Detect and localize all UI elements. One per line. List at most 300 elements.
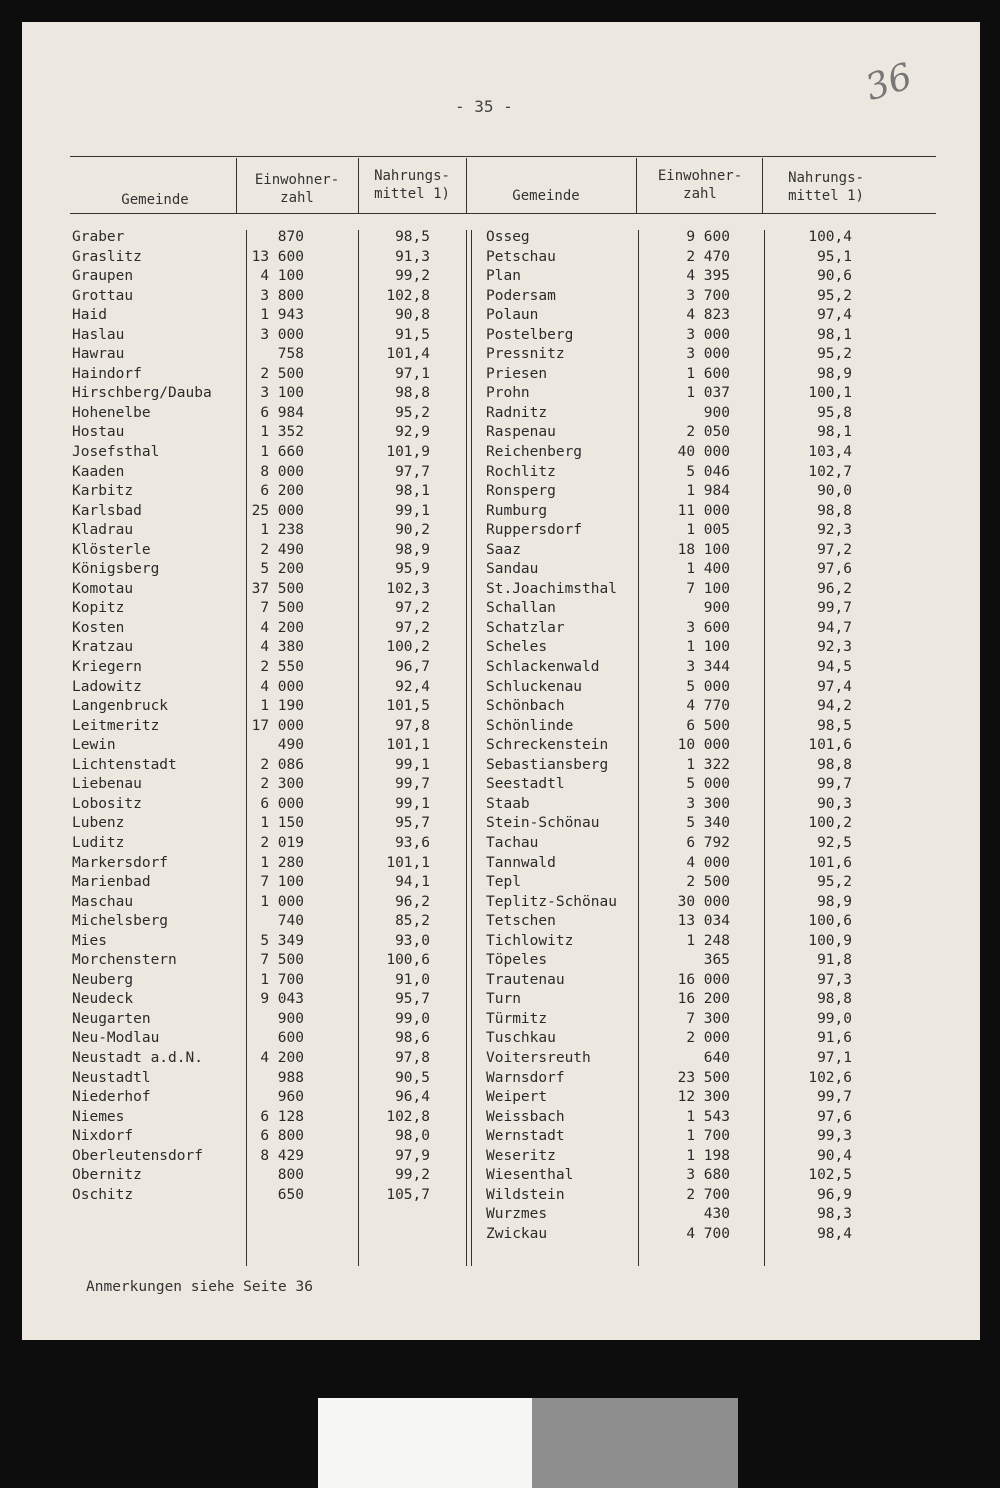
table-row	[0, 541, 1000, 561]
left-gemeinde-cell: Mies	[72, 932, 107, 949]
right-einwohnerzahl-cell: 3 000	[686, 346, 730, 363]
left-nahrungsmittel-cell: 105,7	[386, 1186, 430, 1203]
left-nahrungsmittel-cell: 91,0	[395, 971, 430, 988]
left-gemeinde-cell: Königsberg	[72, 561, 160, 578]
right-einwohnerzahl-cell: 9 600	[686, 229, 730, 245]
right-nahrungsmittel-cell: 95,2	[817, 874, 852, 891]
right-einwohnerzahl-cell: 30 000	[677, 893, 730, 910]
table-row	[0, 1147, 1000, 1167]
left-einwohnerzahl-cell: 6 984	[260, 404, 304, 421]
left-gemeinde-cell: Neustadt a.d.N.	[72, 1049, 203, 1066]
left-nahrungsmittel-cell: 95,7	[395, 991, 430, 1008]
left-einwohnerzahl-cell: 2 500	[260, 365, 304, 382]
right-einwohnerzahl-cell: 13 034	[677, 913, 730, 930]
left-einwohnerzahl-cell: 2 490	[260, 541, 304, 558]
right-nahrungsmittel-cell: 92,5	[817, 834, 852, 851]
right-gemeinde-cell: Wiesenthal	[486, 1167, 574, 1184]
table-row	[0, 560, 1000, 580]
right-nahrungsmittel-cell: 94,2	[817, 698, 852, 715]
right-nahrungsmittel-cell: 98,8	[817, 991, 852, 1008]
right-gemeinde-cell: Polaun	[486, 307, 539, 324]
left-nahrungsmittel-cell: 99,2	[395, 268, 430, 285]
left-gemeinde-cell: Neu-Modlau	[72, 1030, 160, 1047]
right-einwohnerzahl-cell: 2 470	[686, 248, 730, 265]
right-nahrungsmittel-cell: 95,1	[817, 248, 852, 265]
right-nahrungsmittel-cell: 90,3	[817, 795, 852, 812]
right-gemeinde-cell: Tepl	[486, 874, 521, 891]
right-nahrungsmittel-cell: 92,3	[817, 522, 852, 539]
table-row	[0, 1049, 1000, 1069]
table-row	[0, 345, 1000, 365]
right-gemeinde-cell: Schluckenau	[486, 678, 583, 695]
table-row	[0, 423, 1000, 443]
right-nahrungsmittel-cell: 101,6	[808, 854, 852, 871]
left-gemeinde-cell: Kaaden	[72, 463, 125, 480]
right-einwohnerzahl-cell: 7 300	[686, 1010, 730, 1027]
right-einwohnerzahl-cell: 2 500	[686, 874, 730, 891]
right-nahrungsmittel-cell: 90,4	[817, 1147, 852, 1164]
header-divider	[762, 158, 763, 214]
right-gemeinde-cell: Wernstadt	[486, 1128, 565, 1145]
header-divider	[236, 158, 237, 214]
left-einwohnerzahl-cell: 960	[277, 1089, 304, 1106]
right-einwohnerzahl-cell: 2 050	[686, 424, 730, 441]
table-row	[0, 932, 1000, 952]
left-nahrungsmittel-cell: 102,8	[386, 287, 430, 304]
right-nahrungsmittel-cell: 100,1	[808, 385, 852, 402]
table-top-rule	[70, 156, 936, 157]
left-einwohnerzahl-cell: 6 128	[260, 1108, 304, 1125]
right-gemeinde-cell: Warnsdorf	[486, 1069, 565, 1086]
table-row	[0, 443, 1000, 463]
right-gemeinde-cell: Stein-Schönau	[486, 815, 600, 832]
left-gemeinde-cell: Kosten	[72, 619, 125, 636]
right-nahrungsmittel-cell: 91,8	[817, 952, 852, 969]
right-gemeinde-cell: Raspenau	[486, 424, 556, 441]
left-einwohnerzahl-cell: 1 660	[260, 444, 304, 461]
right-gemeinde-cell: Seestadtl	[486, 776, 565, 793]
left-gemeinde-cell: Karlsbad	[72, 502, 142, 519]
right-nahrungsmittel-cell: 100,6	[808, 913, 852, 930]
left-nahrungsmittel-cell: 97,8	[395, 717, 430, 734]
left-einwohnerzahl-cell: 870	[277, 229, 304, 245]
left-gemeinde-cell: Hawrau	[72, 346, 125, 363]
left-nahrungsmittel-cell: 91,3	[395, 248, 430, 265]
left-gemeinde-cell: Maschau	[72, 893, 134, 910]
table-row	[0, 834, 1000, 854]
left-nahrungsmittel-cell: 101,9	[386, 444, 430, 461]
right-einwohnerzahl-cell: 3 000	[686, 326, 730, 343]
right-nahrungsmittel-cell: 99,7	[817, 600, 852, 617]
right-einwohnerzahl-cell: 3 300	[686, 795, 730, 812]
left-einwohnerzahl-cell: 800	[277, 1167, 304, 1184]
left-nahrungsmittel-cell: 97,2	[395, 600, 430, 617]
table-row	[0, 1010, 1000, 1030]
right-gemeinde-cell: Tichlowitz	[486, 932, 574, 949]
header-divider	[636, 158, 637, 214]
left-einwohnerzahl-cell: 7 500	[260, 600, 304, 617]
table-row	[0, 1127, 1000, 1147]
left-einwohnerzahl-cell: 8 429	[260, 1147, 304, 1164]
right-gemeinde-cell: Scheles	[486, 639, 548, 656]
right-einwohnerzahl-cell: 40 000	[677, 444, 730, 461]
right-gemeinde-cell: Tuschkau	[486, 1030, 556, 1047]
left-einwohnerzahl-cell: 5 200	[260, 561, 304, 578]
right-nahrungsmittel-cell: 100,2	[808, 815, 852, 832]
table-row	[0, 736, 1000, 756]
table-row	[0, 697, 1000, 717]
left-nahrungsmittel-cell: 85,2	[395, 913, 430, 930]
right-nahrungsmittel-cell: 98,8	[817, 502, 852, 519]
table-row	[0, 482, 1000, 502]
left-einwohnerzahl-cell: 2 300	[260, 776, 304, 793]
left-einwohnerzahl-cell: 3 800	[260, 287, 304, 304]
left-gemeinde-cell: Josefsthal	[72, 444, 160, 461]
left-einwohnerzahl-cell: 740	[277, 913, 304, 930]
right-nahrungsmittel-cell: 97,3	[817, 971, 852, 988]
right-gemeinde-cell: Weissbach	[486, 1108, 565, 1125]
left-nahrungsmittel-cell: 99,2	[395, 1167, 430, 1184]
left-einwohnerzahl-cell: 4 380	[260, 639, 304, 656]
header-right-einwohnerzahl: Einwohner- zahl	[657, 168, 743, 202]
left-einwohnerzahl-cell: 1 943	[260, 307, 304, 324]
left-nahrungsmittel-cell: 93,0	[395, 932, 430, 949]
left-nahrungsmittel-cell: 101,5	[386, 698, 430, 715]
left-nahrungsmittel-cell: 90,8	[395, 307, 430, 324]
table-row	[0, 638, 1000, 658]
table-row	[0, 678, 1000, 698]
left-einwohnerzahl-cell: 7 100	[260, 874, 304, 891]
right-nahrungsmittel-cell: 99,7	[817, 776, 852, 793]
left-gemeinde-cell: Markersdorf	[72, 854, 169, 871]
right-gemeinde-cell: Tannwald	[486, 854, 556, 871]
left-nahrungsmittel-cell: 97,8	[395, 1049, 430, 1066]
right-gemeinde-cell: Podersam	[486, 287, 556, 304]
right-einwohnerzahl-cell: 3 344	[686, 659, 730, 676]
header-left-gemeinde: Gemeinde	[121, 192, 189, 208]
right-nahrungsmittel-cell: 98,4	[817, 1225, 852, 1242]
left-gemeinde-cell: Liebenau	[72, 776, 142, 793]
left-nahrungsmittel-cell: 97,7	[395, 463, 430, 480]
left-nahrungsmittel-cell: 98,8	[395, 385, 430, 402]
right-gemeinde-cell: Teplitz-Schönau	[486, 893, 617, 910]
right-einwohnerzahl-cell: 3 600	[686, 619, 730, 636]
left-gemeinde-cell: Hirschberg/Dauba	[72, 385, 212, 402]
right-nahrungsmittel-cell: 95,2	[817, 287, 852, 304]
right-einwohnerzahl-cell: 7 100	[686, 580, 730, 597]
right-einwohnerzahl-cell: 10 000	[677, 737, 730, 754]
scan-target-white-patch	[318, 1398, 532, 1488]
table-row	[0, 1088, 1000, 1108]
left-einwohnerzahl-cell: 17 000	[251, 717, 304, 734]
right-einwohnerzahl-cell: 1 248	[686, 932, 730, 949]
right-einwohnerzahl-cell: 2 000	[686, 1030, 730, 1047]
left-gemeinde-cell: Graber	[72, 229, 125, 245]
right-nahrungsmittel-cell: 102,7	[808, 463, 852, 480]
table-row	[0, 1029, 1000, 1049]
right-einwohnerzahl-cell: 1 984	[686, 483, 730, 500]
left-gemeinde-cell: Lobositz	[72, 795, 142, 812]
left-gemeinde-cell: Kopitz	[72, 600, 125, 617]
right-einwohnerzahl-cell: 1 037	[686, 385, 730, 402]
right-nahrungsmittel-cell: 99,0	[817, 1010, 852, 1027]
left-einwohnerzahl-cell: 9 043	[260, 991, 304, 1008]
right-nahrungsmittel-cell: 98,9	[817, 365, 852, 382]
right-gemeinde-cell: Töpeles	[486, 952, 548, 969]
left-einwohnerzahl-cell: 2 550	[260, 659, 304, 676]
right-gemeinde-cell: Schönlinde	[486, 717, 574, 734]
left-nahrungsmittel-cell: 98,1	[395, 483, 430, 500]
table-row	[0, 1069, 1000, 1089]
left-einwohnerzahl-cell: 3 000	[260, 326, 304, 343]
table-row	[0, 1108, 1000, 1128]
table-row	[0, 228, 1000, 248]
right-gemeinde-cell: Ruppersdorf	[486, 522, 583, 539]
right-einwohnerzahl-cell: 640	[703, 1049, 730, 1066]
right-nahrungsmittel-cell: 99,3	[817, 1128, 852, 1145]
right-einwohnerzahl-cell: 5 000	[686, 678, 730, 695]
left-nahrungsmittel-cell: 99,1	[395, 756, 430, 773]
table-row	[0, 990, 1000, 1010]
left-nahrungsmittel-cell: 96,4	[395, 1089, 430, 1106]
right-einwohnerzahl-cell: 4 700	[686, 1225, 730, 1242]
right-gemeinde-cell: Osseg	[486, 229, 530, 245]
right-gemeinde-cell: Tetschen	[486, 913, 556, 930]
table-row	[0, 912, 1000, 932]
left-gemeinde-cell: Kratzau	[72, 639, 134, 656]
left-gemeinde-cell: Obernitz	[72, 1167, 142, 1184]
header-right-nahrungsmittel: Nahrungs- mittel 1)	[788, 170, 864, 204]
right-nahrungsmittel-cell: 98,8	[817, 756, 852, 773]
page-number: - 35 -	[455, 97, 513, 116]
right-einwohnerzahl-cell: 5 000	[686, 776, 730, 793]
left-gemeinde-cell: Lichtenstadt	[72, 756, 177, 773]
header-divider	[358, 158, 359, 214]
right-nahrungsmittel-cell: 97,4	[817, 678, 852, 695]
right-gemeinde-cell: Rochlitz	[486, 463, 556, 480]
left-nahrungsmittel-cell: 102,3	[386, 580, 430, 597]
right-gemeinde-cell: Pressnitz	[486, 346, 565, 363]
left-einwohnerzahl-cell: 13 600	[251, 248, 304, 265]
right-gemeinde-cell: St.Joachimsthal	[486, 580, 617, 597]
header-left-nahrungsmittel: Nahrungs- mittel 1)	[374, 168, 450, 202]
left-nahrungsmittel-cell: 98,9	[395, 541, 430, 558]
left-nahrungsmittel-cell: 102,8	[386, 1108, 430, 1125]
right-einwohnerzahl-cell: 6 792	[686, 834, 730, 851]
header-divider	[466, 158, 467, 214]
right-einwohnerzahl-cell: 1 600	[686, 365, 730, 382]
right-einwohnerzahl-cell: 900	[703, 404, 730, 421]
left-gemeinde-cell: Neugarten	[72, 1010, 151, 1027]
left-einwohnerzahl-cell: 1 352	[260, 424, 304, 441]
table-row	[0, 306, 1000, 326]
right-einwohnerzahl-cell: 3 700	[686, 287, 730, 304]
right-gemeinde-cell: Wildstein	[486, 1186, 565, 1203]
left-einwohnerzahl-cell: 3 100	[260, 385, 304, 402]
left-einwohnerzahl-cell: 1 150	[260, 815, 304, 832]
left-nahrungsmittel-cell: 97,1	[395, 365, 430, 382]
right-gemeinde-cell: Schlackenwald	[486, 659, 600, 676]
left-gemeinde-cell: Morchenstern	[72, 952, 177, 969]
right-gemeinde-cell: Postelberg	[486, 326, 574, 343]
left-nahrungsmittel-cell: 95,2	[395, 404, 430, 421]
right-einwohnerzahl-cell: 2 700	[686, 1186, 730, 1203]
right-nahrungsmittel-cell: 95,2	[817, 346, 852, 363]
left-einwohnerzahl-cell: 1 190	[260, 698, 304, 715]
right-einwohnerzahl-cell: 3 680	[686, 1167, 730, 1184]
left-nahrungsmittel-cell: 95,9	[395, 561, 430, 578]
left-einwohnerzahl-cell: 600	[277, 1030, 304, 1047]
right-einwohnerzahl-cell: 18 100	[677, 541, 730, 558]
left-nahrungsmittel-cell: 94,1	[395, 874, 430, 891]
table-row	[0, 873, 1000, 893]
left-nahrungsmittel-cell: 98,0	[395, 1128, 430, 1145]
right-einwohnerzahl-cell: 430	[703, 1206, 730, 1223]
table-row	[0, 267, 1000, 287]
right-einwohnerzahl-cell: 12 300	[677, 1089, 730, 1106]
left-gemeinde-cell: Neustadtl	[72, 1069, 151, 1086]
right-gemeinde-cell: Weipert	[486, 1089, 548, 1106]
table-row	[0, 248, 1000, 268]
right-einwohnerzahl-cell: 4 000	[686, 854, 730, 871]
right-einwohnerzahl-cell: 4 770	[686, 698, 730, 715]
table-row	[0, 1205, 1000, 1225]
right-nahrungsmittel-cell: 97,2	[817, 541, 852, 558]
left-einwohnerzahl-cell: 6 800	[260, 1128, 304, 1145]
right-gemeinde-cell: Sebastiansberg	[486, 756, 609, 773]
header-right-gemeinde: Gemeinde	[512, 188, 580, 204]
left-nahrungsmittel-cell: 99,7	[395, 776, 430, 793]
table-row	[0, 658, 1000, 678]
right-nahrungsmittel-cell: 92,3	[817, 639, 852, 656]
left-gemeinde-cell: Kriegern	[72, 659, 142, 676]
left-gemeinde-cell: Michelsberg	[72, 913, 169, 930]
right-nahrungsmittel-cell: 98,1	[817, 326, 852, 343]
left-nahrungsmittel-cell: 101,1	[386, 737, 430, 754]
right-nahrungsmittel-cell: 98,3	[817, 1206, 852, 1223]
right-einwohnerzahl-cell: 1 198	[686, 1147, 730, 1164]
right-nahrungsmittel-cell: 97,1	[817, 1049, 852, 1066]
footnote: Anmerkungen siehe Seite 36	[86, 1279, 313, 1295]
table-row	[0, 951, 1000, 971]
left-nahrungsmittel-cell: 101,4	[386, 346, 430, 363]
left-gemeinde-cell: Langenbruck	[72, 698, 169, 715]
right-nahrungsmittel-cell: 90,0	[817, 483, 852, 500]
left-nahrungsmittel-cell: 98,6	[395, 1030, 430, 1047]
left-einwohnerzahl-cell: 37 500	[251, 580, 304, 597]
right-gemeinde-cell: Voitersreuth	[486, 1049, 591, 1066]
right-einwohnerzahl-cell: 5 340	[686, 815, 730, 832]
table-row	[0, 502, 1000, 522]
right-gemeinde-cell: Türmitz	[486, 1010, 548, 1027]
right-nahrungsmittel-cell: 97,6	[817, 1108, 852, 1125]
table-row	[0, 814, 1000, 834]
right-nahrungsmittel-cell: 97,6	[817, 561, 852, 578]
handwritten-page-number: 36	[860, 55, 918, 110]
right-gemeinde-cell: Plan	[486, 268, 521, 285]
left-gemeinde-cell: Oberleutensdorf	[72, 1147, 203, 1164]
right-gemeinde-cell: Radnitz	[486, 404, 548, 421]
left-einwohnerzahl-cell: 7 500	[260, 952, 304, 969]
left-nahrungsmittel-cell: 99,1	[395, 502, 430, 519]
right-gemeinde-cell: Trautenau	[486, 971, 565, 988]
right-nahrungsmittel-cell: 90,6	[817, 268, 852, 285]
header-left-einwohnerzahl: Einwohner- zahl	[254, 172, 340, 206]
left-gemeinde-cell: Marienbad	[72, 874, 151, 891]
table-row	[0, 287, 1000, 307]
right-gemeinde-cell: Turn	[486, 991, 521, 1008]
left-gemeinde-cell: Neuberg	[72, 971, 134, 988]
right-nahrungsmittel-cell: 96,2	[817, 580, 852, 597]
left-einwohnerzahl-cell: 6 200	[260, 483, 304, 500]
left-einwohnerzahl-cell: 988	[277, 1069, 304, 1086]
right-nahrungsmittel-cell: 100,4	[808, 229, 852, 245]
right-gemeinde-cell: Schatzlar	[486, 619, 565, 636]
left-gemeinde-cell: Lubenz	[72, 815, 125, 832]
left-einwohnerzahl-cell: 758	[277, 346, 304, 363]
right-nahrungsmittel-cell: 102,6	[808, 1069, 852, 1086]
table-body	[0, 228, 1000, 1244]
right-gemeinde-cell: Sandau	[486, 561, 539, 578]
right-einwohnerzahl-cell: 1 322	[686, 756, 730, 773]
right-einwohnerzahl-cell: 1 700	[686, 1128, 730, 1145]
left-gemeinde-cell: Ladowitz	[72, 678, 142, 695]
left-gemeinde-cell: Nixdorf	[72, 1128, 134, 1145]
left-nahrungsmittel-cell: 95,7	[395, 815, 430, 832]
scan-target-grey-patch	[532, 1398, 738, 1488]
left-einwohnerzahl-cell: 4 200	[260, 1049, 304, 1066]
right-einwohnerzahl-cell: 11 000	[677, 502, 730, 519]
left-gemeinde-cell: Kladrau	[72, 522, 134, 539]
right-nahrungsmittel-cell: 102,5	[808, 1167, 852, 1184]
left-gemeinde-cell: Hostau	[72, 424, 125, 441]
left-nahrungsmittel-cell: 101,1	[386, 854, 430, 871]
right-nahrungsmittel-cell: 99,7	[817, 1089, 852, 1106]
table-row	[0, 599, 1000, 619]
left-einwohnerzahl-cell: 25 000	[251, 502, 304, 519]
right-gemeinde-cell: Zwickau	[486, 1225, 548, 1242]
left-einwohnerzahl-cell: 1 700	[260, 971, 304, 988]
table-row	[0, 384, 1000, 404]
right-nahrungsmittel-cell: 96,9	[817, 1186, 852, 1203]
left-nahrungsmittel-cell: 92,9	[395, 424, 430, 441]
right-nahrungsmittel-cell: 103,4	[808, 444, 852, 461]
table-row	[0, 619, 1000, 639]
right-gemeinde-cell: Reichenberg	[486, 444, 583, 461]
left-gemeinde-cell: Haindorf	[72, 365, 142, 382]
left-nahrungsmittel-cell: 91,5	[395, 326, 430, 343]
left-gemeinde-cell: Grottau	[72, 287, 134, 304]
left-einwohnerzahl-cell: 2 019	[260, 834, 304, 851]
table-row	[0, 365, 1000, 385]
left-einwohnerzahl-cell: 5 349	[260, 932, 304, 949]
table-row	[0, 756, 1000, 776]
left-gemeinde-cell: Leitmeritz	[72, 717, 160, 734]
right-nahrungsmittel-cell: 91,6	[817, 1030, 852, 1047]
left-nahrungsmittel-cell: 99,0	[395, 1010, 430, 1027]
table-row	[0, 1166, 1000, 1186]
table-row	[0, 893, 1000, 913]
left-einwohnerzahl-cell: 1 280	[260, 854, 304, 871]
right-nahrungsmittel-cell: 95,8	[817, 404, 852, 421]
right-einwohnerzahl-cell: 365	[703, 952, 730, 969]
right-nahrungsmittel-cell: 98,1	[817, 424, 852, 441]
left-einwohnerzahl-cell: 8 000	[260, 463, 304, 480]
right-nahrungsmittel-cell: 97,4	[817, 307, 852, 324]
left-einwohnerzahl-cell: 1 000	[260, 893, 304, 910]
right-gemeinde-cell: Schreckenstein	[486, 737, 609, 754]
left-einwohnerzahl-cell: 900	[277, 1010, 304, 1027]
